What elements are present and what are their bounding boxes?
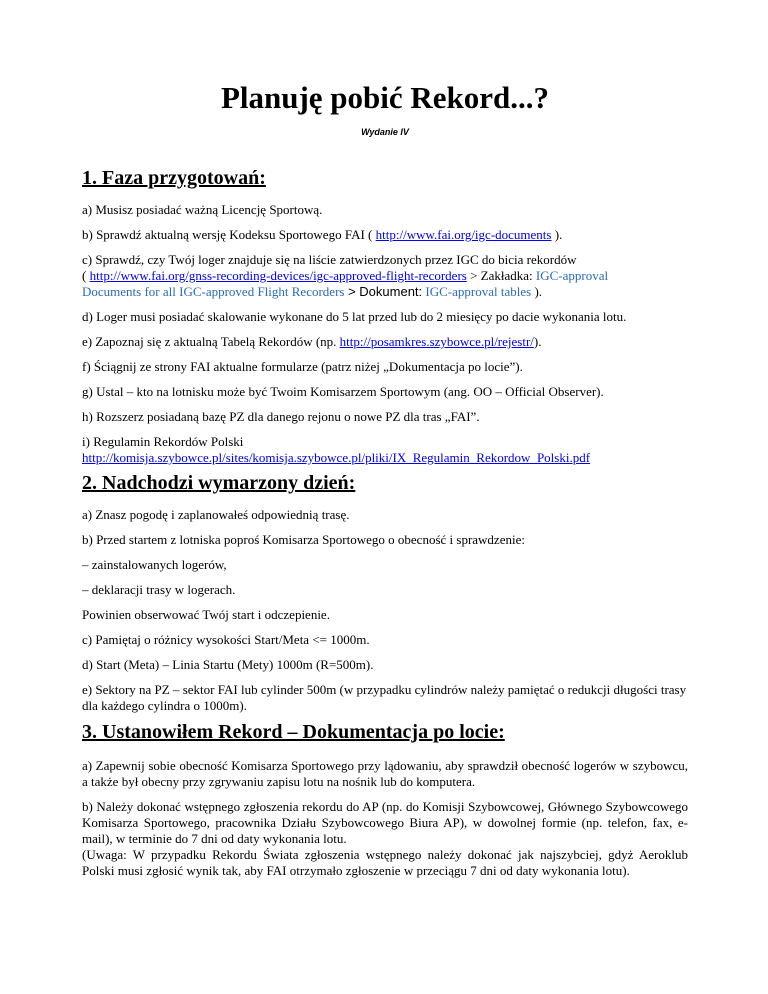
item-1a: a) Musisz posiadać ważną Licencję Sportową. <box>82 202 323 217</box>
item-1b <box>82 227 688 243</box>
item-1c-close: ). <box>531 284 543 299</box>
item-1d: d) Loger musi posiadać skalowanie wykonane do 5 lat przed lub do 2 miesięcy po dacie wykonania lotu. <box>82 309 627 324</box>
item-3a: a) Zapewnij sobie obecność Komisarza Sportowego przy lądowaniu, aby sprawdził obecność logerów w szybowcu, a także był obecny przy zgrywaniu zapisu lotu na nośnik lub do komputera. <box>82 758 688 789</box>
item-1e <box>82 334 688 350</box>
fai-igc-documents-link[interactable]: http://www.fai.org/igc-documents <box>375 227 552 242</box>
item-2a: a) Znasz pogodę i zaplanowałeś odpowiednią trasę. <box>82 507 350 522</box>
item-2c: c) Pamiętaj o różnicy wysokości Start/Meta <= 1000m. <box>82 632 370 647</box>
section-preparation <box>82 166 688 466</box>
item-1i <box>82 434 688 466</box>
item-1i-text: i) Regulamin Rekordów Polski <box>82 434 244 449</box>
item-1c-line1: c) Sprawdź, czy Twój loger znajduje się na liście zatwierdzonych przez IGC do bicia rekordów <box>82 252 577 267</box>
igc-documents-tab-text: Documents for all IGC-approved Flight Recorders <box>82 284 345 299</box>
section-documentation <box>82 720 688 879</box>
item-1b-end: ). <box>551 227 563 242</box>
item-1e-end: ). <box>533 334 542 349</box>
item-2b-loggers: – zainstalowanych logerów, <box>82 557 227 572</box>
item-1h: h) Rozszerz posiadaną bazę PZ dla danego rejonu o nowe PZ dla tras „FAI”. <box>82 409 480 424</box>
item-3-note: (Uwaga: W przypadku Rekordu Świata zgłoszenia wstępnego należy dokonać jak najszybciej, gdyż Aeroklub Polski musi zgłosić wynik tak, aby FAI otrzymało zgłoszenie w przeciągu 7 dni od daty wykonania lotu). <box>82 847 688 878</box>
edition-label: Wydanie IV <box>361 127 409 137</box>
record-registry-link[interactable]: http://posamkres.szybowce.pl/rejestr/ <box>339 334 534 349</box>
item-2b-observe: Powinien obserwować Twój start i odczepienie. <box>82 607 330 622</box>
item-1c-open: ( <box>82 268 90 283</box>
igc-approved-recorders-link[interactable]: http://www.fai.org/gnss-recording-devices/igc-approved-flight-recorders <box>89 268 467 283</box>
item-2b: b) Przed startem z lotniska poproś Komisarza Sportowego o obecność i sprawdzenie: <box>82 532 525 547</box>
item-1c <box>82 252 688 300</box>
item-1c-dokument-label: Dokument: <box>359 284 423 299</box>
item-1c-gt: > <box>344 284 360 299</box>
item-1c-tab-label: > Zakładka: <box>466 268 536 283</box>
igc-approval-tables-text: IGC-approval tables <box>425 284 532 299</box>
item-1g: g) Ustal – kto na lotnisku może być Twoim Komisarzem Sportowym (ang. OO – Official Observer). <box>82 384 604 399</box>
section-2-heading: 2. Nadchodzi wymarzony dzień: <box>82 472 356 494</box>
item-2d: d) Start (Meta) – Linia Startu (Mety) 1000m (R=500m). <box>82 657 374 672</box>
section-3-heading: 3. Ustanowiłem Rekord – Dokumentacja po locie: <box>82 721 505 743</box>
item-2e: e) Sektory na PZ – sektor FAI lub cylinder 500m (w przypadku cylindrów należy pamiętać o redukcji długości trasy dla każdego cylindra o 1000m). <box>82 682 687 713</box>
item-1b-text: b) Sprawdź aktualną wersję Kodeksu Sportowego FAI ( <box>82 227 376 242</box>
igc-approval-tab-text: IGC-approval <box>535 268 609 283</box>
section-1-heading: 1. Faza przygotowań: <box>82 167 266 189</box>
item-3b: b) Należy dokonać wstępnego zgłoszenia rekordu do AP (np. do Komisji Szybowcowej, Głównego Szybowcowego Komisarza Sportowego, pracownika Działu Szybowcowego Biura AP), w dowolnej formie (np. telefon, fax, e-mail), w terminie do 7 dni od daty wykonania lotu. <box>82 799 688 846</box>
item-1f: f) Ściągnij ze strony FAI aktualne formularze (patrz niżej „Dokumentacja po locie”). <box>82 359 523 374</box>
document-title: Planuję pobić Rekord...? <box>220 80 550 115</box>
item-2b-declaration: – deklaracji trasy w logerach. <box>82 582 236 597</box>
item-1e-text: e) Zapoznaj się z aktualną Tabelą Rekordów (np. <box>82 334 340 349</box>
section-record-day <box>82 471 688 714</box>
polish-records-regulation-link[interactable]: http://komisja.szybowce.pl/sites/komisja.szybowce.pl/pliki/IX_Regulamin_Rekordow_Polski.pdf <box>82 450 591 465</box>
